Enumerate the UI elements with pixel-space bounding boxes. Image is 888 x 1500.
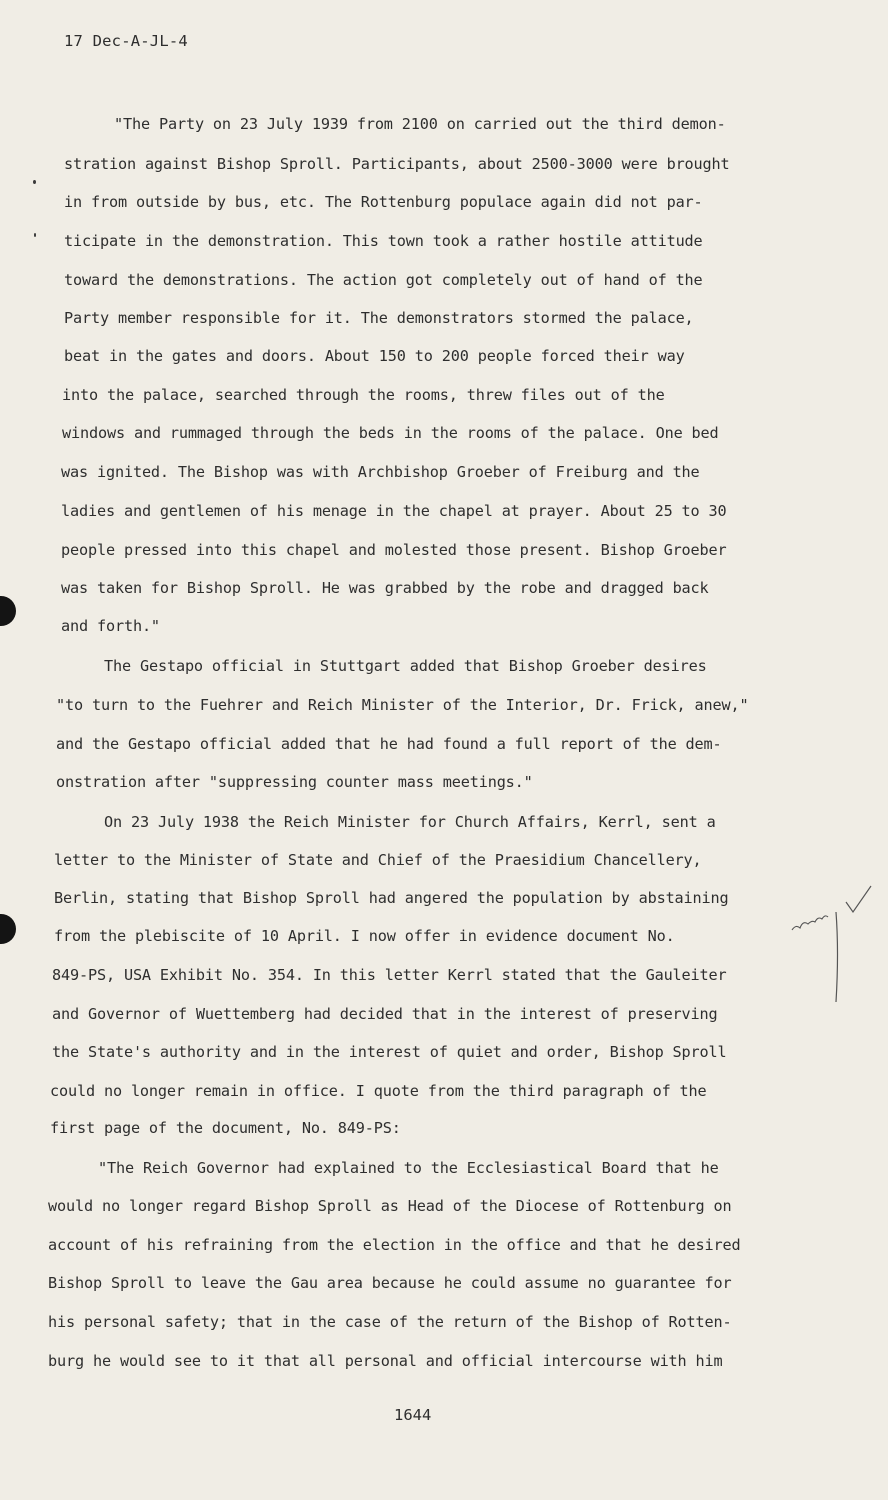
text-line: On 23 July 1938 the Reich Minister for Church Affairs, Kerrl, sent a xyxy=(104,813,716,831)
page-number: 1644 xyxy=(394,1406,432,1424)
text-line: was ignited. The Bishop was with Archbishop Groeber of Freiburg and the xyxy=(61,463,700,481)
text-line: and forth." xyxy=(61,617,160,635)
text-line: stration against Bishop Sproll. Participants, about 2500-3000 were brought xyxy=(64,155,730,173)
text-line: account of his refraining from the election in the office and that he desired xyxy=(48,1236,741,1254)
text-line: and Governor of Wuettemberg had decided that in the interest of preserving xyxy=(52,1005,718,1023)
text-line: letter to the Minister of State and Chief of the Praesidium Chancellery, xyxy=(54,851,702,869)
text-line: the State's authority and in the interest of quiet and order, Bishop Sproll xyxy=(52,1043,727,1061)
text-line: his personal safety; that in the case of the return of the Bishop of Rotten- xyxy=(48,1313,732,1331)
text-line: onstration after "suppressing counter mass meetings." xyxy=(56,773,533,791)
text-line: was taken for Bishop Sproll. He was grabbed by the robe and dragged back xyxy=(61,579,709,597)
text-line: toward the demonstrations. The action got completely out of hand of the xyxy=(64,271,703,289)
text-line: beat in the gates and doors. About 150 to 200 people forced their way xyxy=(64,347,685,365)
text-line: and the Gestapo official added that he had found a full report of the dem- xyxy=(56,735,722,753)
text-line: from the plebiscite of 10 April. I now offer in evidence document No. xyxy=(54,927,675,945)
text-line: first page of the document, No. 849-PS: xyxy=(50,1119,401,1137)
text-line: could no longer remain in office. I quote from the third paragraph of the xyxy=(50,1082,707,1100)
text-line: in from outside by bus, etc. The Rottenburg populace again did not par- xyxy=(64,193,703,211)
margin-annotation xyxy=(780,878,880,1008)
text-line: ticipate in the demonstration. This town took a rather hostile attitude xyxy=(64,232,703,250)
text-line: The Gestapo official in Stuttgart added that Bishop Groeber desires xyxy=(104,657,707,675)
text-line: "to turn to the Fuehrer and Reich Minister of the Interior, Dr. Frick, anew," xyxy=(56,696,749,714)
punch-hole xyxy=(0,914,16,944)
text-line: would no longer regard Bishop Sproll as Head of the Diocese of Rottenburg on xyxy=(48,1197,732,1215)
text-line: Party member responsible for it. The demonstrators stormed the palace, xyxy=(64,309,694,327)
text-line: people pressed into this chapel and molested those present. Bishop Groeber xyxy=(61,541,727,559)
text-line: Bishop Sproll to leave the Gau area because he could assume no guarantee for xyxy=(48,1274,732,1292)
punch-hole xyxy=(0,596,16,626)
ink-speck xyxy=(34,233,36,237)
text-line: "The Reich Governor had explained to the Ecclesiastical Board that he xyxy=(98,1159,719,1177)
text-line: Berlin, stating that Bishop Sproll had angered the population by abstaining xyxy=(54,889,729,907)
text-line: "The Party on 23 July 1939 from 2100 on carried out the third demon- xyxy=(114,115,726,133)
text-line: burg he would see to it that all personal and official intercourse with him xyxy=(48,1352,723,1370)
document-header: 17 Dec-A-JL-4 xyxy=(64,32,188,50)
text-line: into the palace, searched through the rooms, threw files out of the xyxy=(62,386,665,404)
text-line: ladies and gentlemen of his menage in the chapel at prayer. About 25 to 30 xyxy=(61,502,727,520)
text-line: windows and rummaged through the beds in the rooms of the palace. One bed xyxy=(62,424,719,442)
ink-speck xyxy=(33,180,36,184)
text-line: 849-PS, USA Exhibit No. 354. In this letter Kerrl stated that the Gauleiter xyxy=(52,966,727,984)
